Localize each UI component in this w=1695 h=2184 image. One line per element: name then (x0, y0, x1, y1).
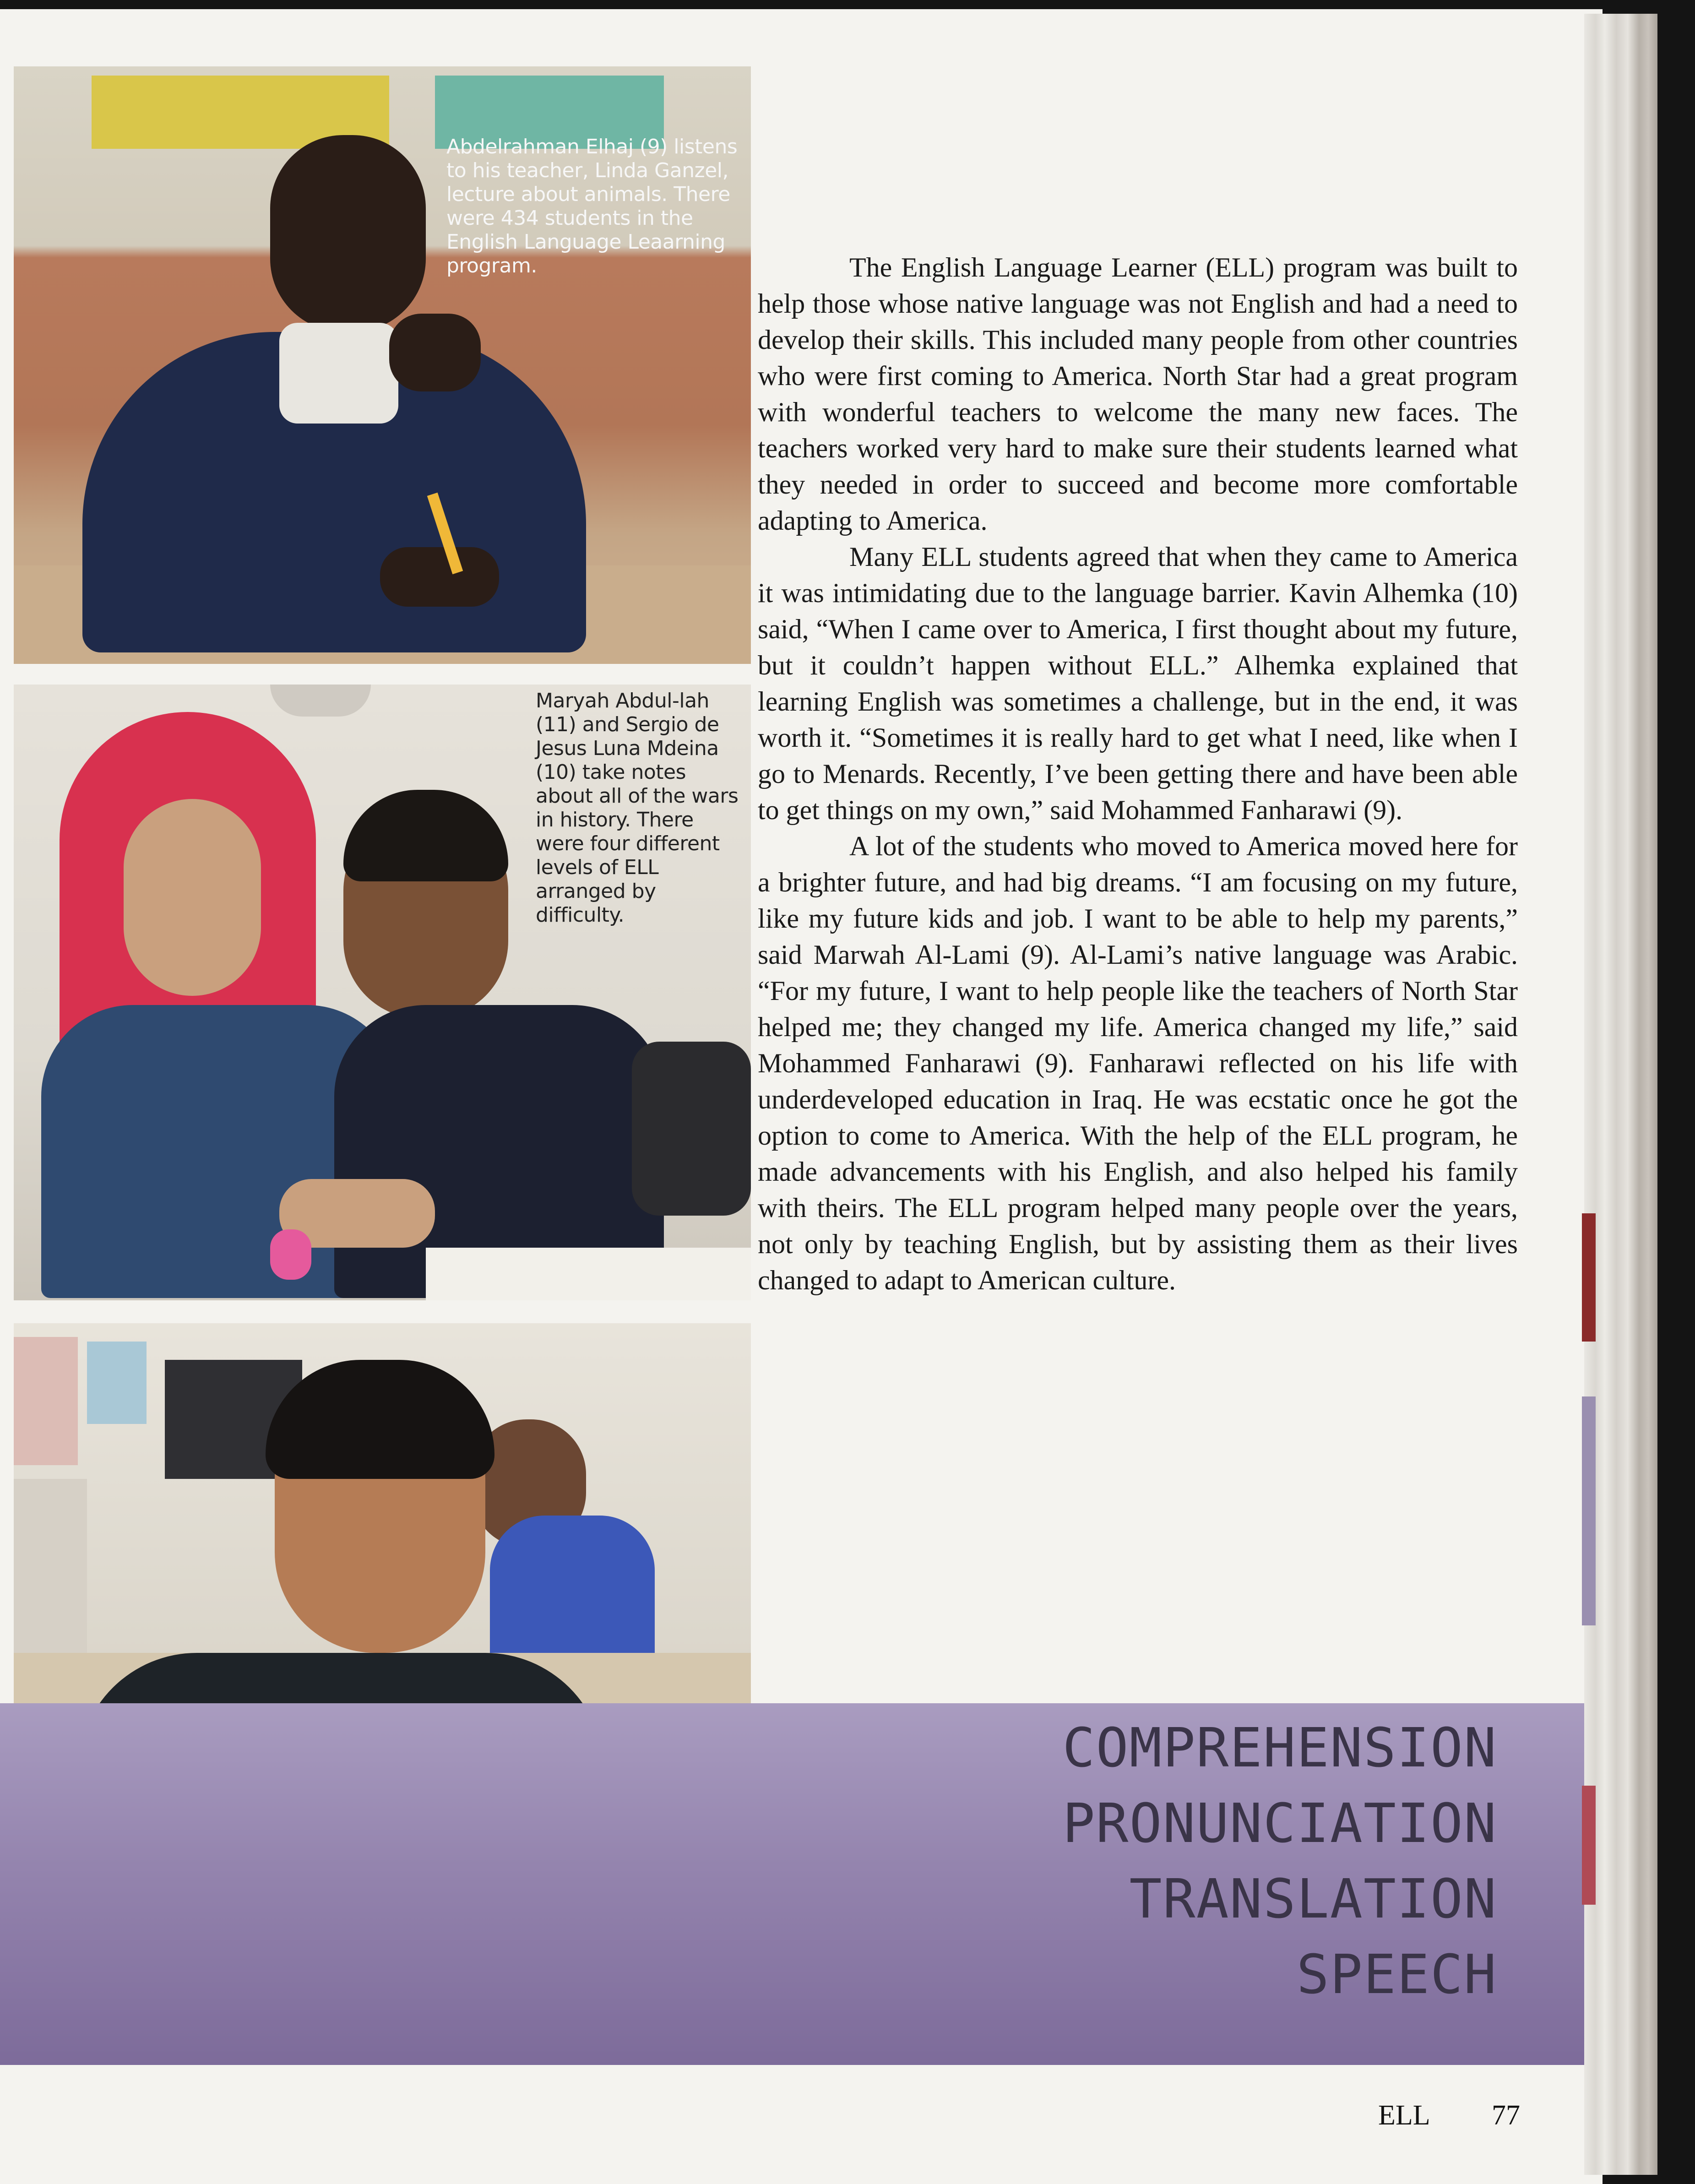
article-paragraph: A lot of the students who moved to America moved here for a brighter future, and had big dreams. “I am focusing on my future, like my future kids and job. I want to be able to help my parents,” said Marwah Al-Lami (9). Al-Lami’s native language was Arabic. “For my future, I want to help people like the teachers of North Star helped me; they changed my life. America changed my life,” said Mohammed Fanharawi (9). Fanharawi reflected on his life with underdeveloped education in Iraq. He was ecstatic once he got the option to come to America. With the help of the ELL program, he made advancements with his English, and also helped his family with theirs. The ELL program helped many people over the years, not only by teaching English, but by assisting them as their lives changed to adapt to American culture. (758, 831, 1518, 1295)
photo-caption-top: Abdelrahman Elhaj (9) listens to his teacher, Linda Ganzel, lecture about animals. There were 434 students in the English Language Leaarning program. (446, 135, 738, 277)
article-paragraph: Many ELL students agreed that when they came to America it was intimidating due to the language barrier. Kavin Alhemka (10) said, “When I came over to America, I first thought about my future, but it couldn’t happen without ELL.” Alhemka explained that learning English was sometimes a challenge, but in the end, it was worth it. “Sometimes it is really hard to get what I need, like when I go to Menards. Recently, I’ve been getting there and have been able to get things on my own,” said Mohammed Fanharawi (9). (758, 542, 1518, 825)
photo-caption-middle: Maryah Abdul-lah (11) and Sergio de Jesus Luna Mdeina (10) take notes about all of the wars in history. There were four different levels of ELL arranged by difficulty. (536, 689, 739, 927)
article-paragraph: The English Language Learner (ELL) program was built to help those whose native language was not English and had a need to develop their skills. This included many people from other countries who were first coming to America. North Star had a great program with wonderful teachers to welcome the many new faces. The teachers worked very hard to make sure their students learned what they needed in order to succeed and become more comfortable adapting to America. (758, 252, 1518, 536)
edge-marker (1582, 1213, 1596, 1342)
keyword-translation: TRANSLATION (1129, 1867, 1497, 1930)
edge-marker (1582, 1786, 1596, 1905)
keyword-speech: SPEECH (1296, 1943, 1497, 2006)
yearbook-page (0, 9, 1603, 2184)
page-number: 77 (1492, 2100, 1520, 2131)
article-body (758, 250, 1518, 1298)
photo-students-taking-notes (14, 685, 751, 1300)
edge-marker (1582, 1396, 1596, 1625)
photo-student-listening (14, 66, 751, 664)
keyword-pronunciation: PRONUNCIATION (1062, 1792, 1497, 1855)
footer-section-name: ELL (1378, 2100, 1430, 2131)
keyword-comprehension: COMPREHENSION (1062, 1716, 1497, 1779)
keyword-list (810, 1710, 1497, 2012)
